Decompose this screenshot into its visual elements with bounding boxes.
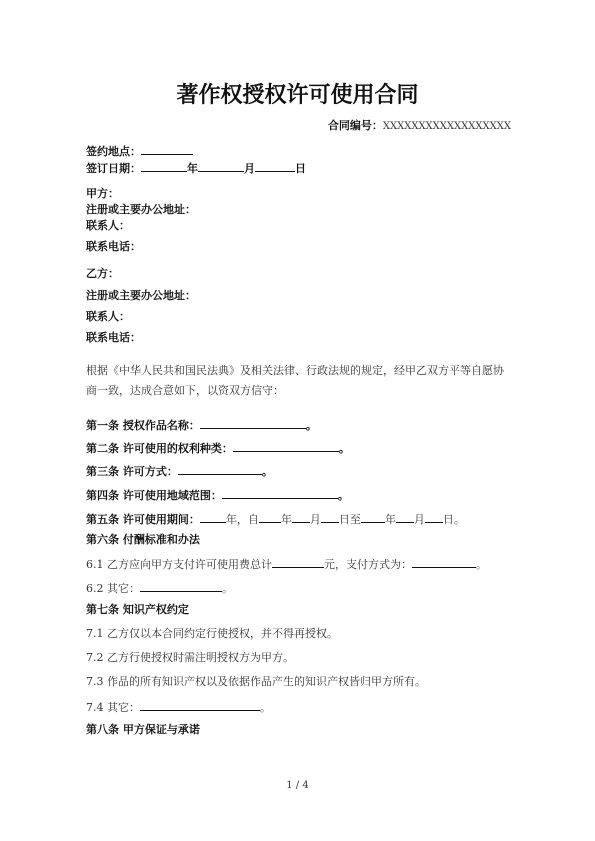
article-6-heading: [86, 533, 200, 547]
sign-place-line: [86, 143, 193, 159]
party-a-address-label: 注册或主要办公地址：: [86, 203, 196, 216]
article-1-end: 。: [305, 419, 317, 432]
clause-6-1-text-c: 。: [476, 558, 487, 571]
article-7-number: 第七条: [86, 603, 119, 616]
article-3-title: 许可方式：: [122, 465, 178, 478]
sign-place-label: 签约地点：: [86, 145, 141, 158]
article-5-end-year-blank[interactable]: [361, 511, 385, 523]
article-5: [86, 511, 465, 527]
clause-7-4-text-b: 。: [260, 701, 271, 714]
sign-year-blank[interactable]: [141, 160, 187, 172]
article-5-end-month-blank[interactable]: [396, 511, 414, 523]
article-5-text-1: 年，自: [225, 513, 259, 526]
article-4-number: 第四条: [86, 489, 119, 502]
page-title: 著作权授权许可使用合同: [176, 83, 419, 108]
page-number: 1 / 4: [286, 780, 309, 791]
contract-number-label: 合同编号：: [327, 119, 383, 132]
article-1: [86, 417, 317, 433]
clause-6-2: [86, 580, 233, 596]
article-8-title: 甲方保证与承诺: [122, 723, 200, 736]
article-4-blank[interactable]: [222, 487, 338, 499]
sign-month-label: 月: [244, 162, 255, 175]
article-5-start-year-blank[interactable]: [259, 511, 281, 523]
article-1-blank[interactable]: [200, 417, 306, 429]
party-b-contact-label: 联系人：: [86, 310, 130, 323]
article-7-title: 知识产权约定: [122, 603, 189, 616]
article-1-title: 授权作品名称：: [122, 419, 200, 432]
article-5-start-month-blank[interactable]: [292, 511, 310, 523]
article-4: [86, 487, 349, 503]
clause-7-4: [86, 699, 271, 715]
clause-6-2-text-b: 。: [222, 582, 233, 595]
article-7-heading: [86, 603, 189, 617]
article-5-text-6: 月: [413, 513, 425, 526]
clause-6-1-text-a: 6.1 乙方应向甲方支付许可使用费总计: [86, 558, 272, 571]
clause-6-1-method-blank[interactable]: [412, 556, 476, 568]
clause-7-4-blank[interactable]: [140, 699, 260, 711]
article-4-title: 许可使用地域范围：: [122, 489, 222, 502]
article-8-heading: [86, 723, 200, 737]
sign-year-label: 年: [187, 162, 198, 175]
party-b-address-label: 注册或主要办公地址：: [86, 289, 196, 302]
article-5-number: 第五条: [86, 513, 119, 526]
sign-month-blank[interactable]: [198, 160, 244, 172]
article-4-end: 。: [337, 489, 349, 502]
sign-date-line: [86, 160, 306, 176]
article-2-end: 。: [338, 442, 350, 455]
party-a-phone-label: 联系电话：: [86, 240, 141, 253]
clause-7-2: 7.2 乙方行使授权时需注明授权方为甲方。: [86, 651, 294, 664]
article-3-number: 第三条: [86, 465, 119, 478]
clause-7-1: 7.1 乙方仅以本合同约定行使授权，并不得再授权。: [86, 627, 338, 640]
party-b-label: 乙方：: [86, 267, 119, 280]
sign-day-blank[interactable]: [255, 160, 295, 172]
article-6-number: 第六条: [86, 533, 119, 546]
party-a-contact-label: 联系人：: [86, 219, 130, 232]
article-5-start-day-blank[interactable]: [321, 511, 339, 523]
article-2: [86, 440, 350, 456]
article-5-text-3: 月: [309, 513, 321, 526]
clause-6-1: [86, 556, 487, 572]
sign-place-blank[interactable]: [141, 143, 193, 155]
party-a-label: 甲方：: [86, 187, 119, 200]
article-5-text-2: 年: [280, 513, 292, 526]
article-3-blank[interactable]: [178, 463, 262, 475]
article-3: [86, 463, 273, 479]
sign-date-label: 签订日期：: [86, 162, 141, 175]
article-3-end: 。: [261, 465, 273, 478]
preamble-paragraph: 根据《中华人民共和国民法典》及相关法律、行政法规的规定，经甲乙双方平等自愿协商一致，达成合意如下，以资双方信守：: [86, 364, 504, 397]
article-2-title: 许可使用的权利种类：: [122, 442, 233, 455]
party-b-phone-label: 联系电话：: [86, 331, 141, 344]
clause-7-4-text-a: 7.4 其它：: [86, 701, 140, 714]
clause-7-3: 7.3 作品的所有知识产权以及依据作品产生的知识产权皆归甲方所有。: [86, 675, 426, 688]
article-5-years-blank[interactable]: [200, 511, 226, 523]
article-5-end-day-blank[interactable]: [425, 511, 443, 523]
sign-day-label: 日: [295, 162, 306, 175]
article-2-blank[interactable]: [233, 440, 339, 452]
contract-number-value: XXXXXXXXXXXXXXXXXX: [382, 121, 511, 132]
clause-6-1-fee-blank[interactable]: [272, 556, 324, 568]
article-5-text-5: 年: [384, 513, 396, 526]
article-2-number: 第二条: [86, 442, 119, 455]
clause-6-2-blank[interactable]: [140, 580, 222, 592]
article-8-number: 第八条: [86, 723, 119, 736]
clause-6-2-text-a: 6.2 其它：: [86, 582, 140, 595]
contract-number: [328, 117, 511, 133]
article-5-text-7: 日。: [442, 513, 465, 526]
article-5-title: 许可使用期间：: [122, 513, 200, 526]
article-5-text-4: 日至: [338, 513, 361, 526]
clause-6-1-text-b: 元，支付方式为：: [324, 558, 412, 571]
article-1-number: 第一条: [86, 419, 119, 432]
article-6-title: 付酬标准和办法: [122, 533, 200, 546]
